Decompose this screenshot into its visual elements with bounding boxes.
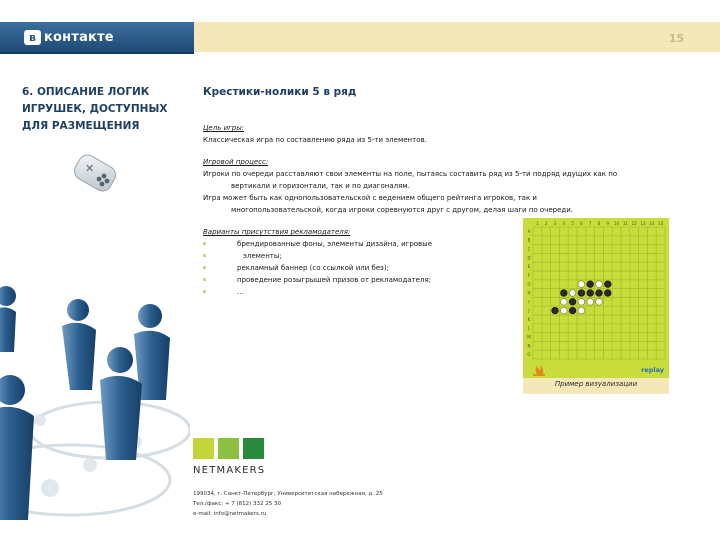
white-stone: [569, 290, 576, 297]
board-cell[interactable]: [647, 315, 656, 324]
vk-badge-icon: в: [24, 30, 41, 45]
board-cell[interactable]: [542, 350, 551, 359]
board-cell[interactable]: [621, 262, 630, 271]
section-title-line: ИГРУШЕК, ДОСТУПНЫХ: [22, 103, 168, 115]
board-cell[interactable]: [621, 297, 630, 306]
board-cell[interactable]: [621, 289, 630, 298]
board-cell[interactable]: [586, 333, 595, 342]
board-cell[interactable]: [577, 253, 586, 262]
board-cell[interactable]: [630, 253, 639, 262]
board-cell[interactable]: [533, 324, 542, 333]
board-cell[interactable]: [533, 253, 542, 262]
board-cell[interactable]: [577, 341, 586, 350]
board-cell[interactable]: [595, 324, 604, 333]
board-cell[interactable]: [568, 253, 577, 262]
board-cell[interactable]: [568, 324, 577, 333]
board-col-label: 11: [622, 221, 628, 226]
board-cell[interactable]: [603, 333, 612, 342]
board-cell[interactable]: [542, 315, 551, 324]
board-cell[interactable]: [639, 253, 648, 262]
process-text: многопользовательской, когда игроки соревнуются друг с другом, делая шаги по очереди.: [231, 206, 573, 214]
board-cell[interactable]: [612, 333, 621, 342]
board-cell[interactable]: [656, 306, 665, 315]
board-row-label: I: [528, 299, 530, 305]
board-row-label: J: [528, 308, 530, 314]
board-cell[interactable]: [551, 289, 560, 298]
board-cell[interactable]: [586, 262, 595, 271]
board-cell[interactable]: [656, 341, 665, 350]
svg-text:✕: ✕: [85, 162, 95, 175]
board-cell[interactable]: [612, 341, 621, 350]
board-cell[interactable]: [639, 297, 648, 306]
board-cell[interactable]: [630, 271, 639, 280]
ads-list-item-continued: элементы;: [203, 250, 693, 262]
board-cell[interactable]: [533, 280, 542, 289]
board-cell[interactable]: [568, 350, 577, 359]
board-cell[interactable]: [542, 280, 551, 289]
white-stone: [596, 281, 603, 288]
board-cell[interactable]: [621, 245, 630, 254]
address-line: 199034, г. Санкт-Петербург, Университетская набережная, д. 25: [193, 491, 383, 497]
board-cell[interactable]: [603, 253, 612, 262]
board-cell[interactable]: [551, 236, 560, 245]
board-cell[interactable]: [559, 333, 568, 342]
board-cell[interactable]: [612, 315, 621, 324]
white-stone: [578, 281, 585, 288]
gamepad-icon: [72, 152, 122, 194]
board-cell[interactable]: [542, 306, 551, 315]
board-cell[interactable]: [533, 315, 542, 324]
board-cell[interactable]: [595, 262, 604, 271]
section-title-line: 6. ОПИСАНИЕ ЛОГИК: [22, 86, 150, 98]
board-cell[interactable]: [533, 271, 542, 280]
white-stone: [578, 298, 585, 305]
netmakers-logo: [193, 438, 265, 476]
board-cell[interactable]: [586, 245, 595, 254]
board-cell[interactable]: [647, 262, 656, 271]
board-cell[interactable]: [595, 306, 604, 315]
board-cell[interactable]: [656, 253, 665, 262]
board-cell[interactable]: [542, 289, 551, 298]
board-cell[interactable]: [551, 297, 560, 306]
white-stone: [587, 298, 594, 305]
board-cell[interactable]: [568, 280, 577, 289]
white-stone: [560, 298, 567, 305]
board-cell[interactable]: [612, 350, 621, 359]
board-cell[interactable]: [647, 297, 656, 306]
board-row-label: G: [527, 281, 531, 287]
board-cell[interactable]: [586, 227, 595, 236]
board-cell[interactable]: [586, 253, 595, 262]
board-col-label: 9: [606, 221, 610, 226]
board-row-label: O: [527, 352, 531, 358]
contact-address: [193, 489, 383, 519]
board-row-label: A: [527, 228, 531, 234]
black-stone: [596, 290, 603, 297]
board-cell[interactable]: [656, 262, 665, 271]
board-cell[interactable]: [542, 253, 551, 262]
board-row-label: D: [527, 255, 531, 261]
black-stone: [604, 290, 611, 297]
board-cell[interactable]: [621, 315, 630, 324]
board-cell[interactable]: [621, 306, 630, 315]
content-title: Крестики-нолики 5 в ряд: [203, 86, 357, 98]
board-cell[interactable]: [639, 245, 648, 254]
board-cell[interactable]: [612, 271, 621, 280]
board-cell[interactable]: [551, 262, 560, 271]
board-cell[interactable]: [568, 341, 577, 350]
board-row-label: C: [527, 246, 531, 252]
board-col-label: 4: [562, 221, 566, 226]
board-cell[interactable]: [595, 253, 604, 262]
board-cell[interactable]: [639, 315, 648, 324]
board-cell[interactable]: [559, 350, 568, 359]
board-cell[interactable]: [595, 271, 604, 280]
board-cell[interactable]: [595, 315, 604, 324]
ads-list-item: проведение розыгрышей призов от рекламодателя;: [203, 274, 693, 286]
board-cell[interactable]: [577, 245, 586, 254]
email-link[interactable]: e-mail: info@netmakers.ru: [193, 511, 267, 517]
board-cell[interactable]: [595, 245, 604, 254]
board-cell[interactable]: [656, 245, 665, 254]
board-cell[interactable]: [639, 271, 648, 280]
board-cell[interactable]: [647, 245, 656, 254]
phone-line: Тел./факс: + 7 (812) 332 25 30: [193, 501, 282, 507]
board-cell[interactable]: [621, 271, 630, 280]
board-cell[interactable]: [639, 236, 648, 245]
board-cell[interactable]: [639, 227, 648, 236]
game-board-grid[interactable]: [523, 218, 669, 378]
board-col-label: 8: [597, 221, 601, 226]
board-cell[interactable]: [533, 245, 542, 254]
board-cell[interactable]: [542, 341, 551, 350]
board-row-label: N: [527, 343, 531, 349]
board-cell[interactable]: [621, 227, 630, 236]
board-col-label: 1: [536, 221, 539, 226]
board-cell[interactable]: [568, 333, 577, 342]
black-stone: [578, 290, 585, 297]
ads-list-item: …: [203, 286, 693, 298]
header-band: [194, 22, 720, 52]
board-cell[interactable]: [603, 341, 612, 350]
board-cell[interactable]: [586, 271, 595, 280]
board-cell[interactable]: [568, 227, 577, 236]
vk-logo-text: контакте: [44, 30, 114, 45]
netmakers-logo-text: NETMAKERS: [193, 465, 266, 476]
board-cell[interactable]: [559, 271, 568, 280]
board-cell[interactable]: [577, 324, 586, 333]
board-row-label: H: [527, 290, 531, 296]
board-cell[interactable]: [551, 253, 560, 262]
board-cell[interactable]: [639, 341, 648, 350]
board-cell[interactable]: [612, 253, 621, 262]
board-cell[interactable]: [656, 297, 665, 306]
logo-square: [243, 438, 264, 459]
white-stone: [578, 307, 585, 314]
board-cell[interactable]: [603, 315, 612, 324]
goal-text: Классическая игра по составлению ряда из 5-ти элементов.: [203, 136, 427, 144]
board-cell[interactable]: [647, 289, 656, 298]
board-cell[interactable]: [630, 262, 639, 271]
black-stone: [587, 281, 594, 288]
board-cell[interactable]: [603, 271, 612, 280]
board-cell[interactable]: [586, 350, 595, 359]
board-cell[interactable]: [559, 262, 568, 271]
board-cell[interactable]: [595, 350, 604, 359]
board-cell[interactable]: [630, 245, 639, 254]
board-cell[interactable]: [630, 280, 639, 289]
board-col-label: 2: [544, 221, 548, 226]
board-cell[interactable]: [559, 236, 568, 245]
board-cell[interactable]: [542, 333, 551, 342]
board-cell[interactable]: [612, 262, 621, 271]
board-cell[interactable]: [621, 341, 630, 350]
board-cell[interactable]: [630, 297, 639, 306]
goal-label: Цель игры:: [203, 124, 245, 132]
board-cell[interactable]: [551, 227, 560, 236]
board-cell[interactable]: [612, 297, 621, 306]
board-cell[interactable]: [586, 306, 595, 315]
board-cell[interactable]: [621, 350, 630, 359]
board-cell[interactable]: [612, 280, 621, 289]
board-row-label: L: [527, 325, 531, 331]
board-cell[interactable]: [647, 324, 656, 333]
board-cell[interactable]: [630, 350, 639, 359]
board-cell[interactable]: [612, 236, 621, 245]
board-cell[interactable]: [656, 227, 665, 236]
game-board[interactable]: [523, 218, 669, 378]
board-cell[interactable]: [586, 341, 595, 350]
board-col-label: 5: [571, 221, 574, 226]
board-cell[interactable]: [630, 324, 639, 333]
logo-square: [193, 438, 214, 459]
board-cell[interactable]: [612, 306, 621, 315]
board-cell[interactable]: [551, 245, 560, 254]
board-cell[interactable]: [621, 253, 630, 262]
board-cell[interactable]: [647, 236, 656, 245]
board-cell[interactable]: [647, 350, 656, 359]
board-col-label: 10: [614, 221, 620, 226]
board-cell[interactable]: [568, 271, 577, 280]
board-cell[interactable]: [603, 236, 612, 245]
board-col-label: 12: [631, 221, 637, 226]
board-cell[interactable]: [656, 271, 665, 280]
board-cell[interactable]: [630, 306, 639, 315]
board-cell[interactable]: [533, 306, 542, 315]
board-cell[interactable]: [577, 350, 586, 359]
board-cell[interactable]: [603, 350, 612, 359]
board-cell[interactable]: [639, 306, 648, 315]
board-cell[interactable]: [559, 315, 568, 324]
board-cell[interactable]: [639, 324, 648, 333]
board-cell[interactable]: [533, 236, 542, 245]
board-cell[interactable]: [586, 324, 595, 333]
board-cell[interactable]: [621, 280, 630, 289]
board-cell[interactable]: [559, 324, 568, 333]
netmakers-logo-squares: [193, 438, 265, 459]
board-cell[interactable]: [647, 253, 656, 262]
ads-label: Варианты присутствия рекламодателя:: [203, 228, 351, 236]
board-cell[interactable]: [603, 227, 612, 236]
board-cell[interactable]: [639, 350, 648, 359]
board-cell[interactable]: [656, 324, 665, 333]
board-row-label: M: [527, 334, 531, 340]
ads-list-item: рекламный баннер (со ссылкой или без);: [203, 262, 693, 274]
game-board-example: [523, 218, 669, 394]
white-stone: [560, 307, 567, 314]
board-cell[interactable]: [603, 297, 612, 306]
replay-button[interactable]: replay: [641, 366, 664, 374]
board-cell[interactable]: [612, 289, 621, 298]
section-title-line: ДЛЯ РАЗМЕЩЕНИЯ: [22, 120, 140, 132]
board-cell[interactable]: [595, 236, 604, 245]
board-cell[interactable]: [559, 245, 568, 254]
board-cell[interactable]: [577, 236, 586, 245]
board-cell[interactable]: [577, 271, 586, 280]
board-col-label: 6: [580, 221, 583, 226]
board-cell[interactable]: [647, 280, 656, 289]
board-col-label: 13: [640, 221, 646, 226]
board-cell[interactable]: [551, 315, 560, 324]
black-stone: [587, 290, 594, 297]
board-cell[interactable]: [568, 245, 577, 254]
black-stone: [560, 290, 567, 297]
board-row-label: B: [527, 237, 531, 243]
board-cell[interactable]: [542, 245, 551, 254]
board-cell[interactable]: [603, 245, 612, 254]
board-cell[interactable]: [559, 227, 568, 236]
board-cell[interactable]: [639, 289, 648, 298]
board-cell[interactable]: [542, 227, 551, 236]
board-cell[interactable]: [603, 306, 612, 315]
board-cell[interactable]: [533, 227, 542, 236]
board-cell[interactable]: [551, 324, 560, 333]
board-cell[interactable]: [656, 315, 665, 324]
board-cell[interactable]: [612, 324, 621, 333]
process-text: вертикали и горизонтали, так и по диагоналям.: [231, 182, 410, 190]
board-cell[interactable]: [533, 297, 542, 306]
board-cell[interactable]: [542, 262, 551, 271]
logo-square: [218, 438, 239, 459]
board-cell[interactable]: [577, 315, 586, 324]
board-cell[interactable]: [621, 333, 630, 342]
board-cell[interactable]: [656, 333, 665, 342]
board-caption: Пример визуализации: [554, 380, 638, 388]
board-cell[interactable]: [621, 324, 630, 333]
board-cell[interactable]: [533, 341, 542, 350]
board-cell[interactable]: [656, 280, 665, 289]
board-cell[interactable]: [595, 333, 604, 342]
black-stone: [552, 307, 559, 314]
board-cell[interactable]: [595, 341, 604, 350]
network-people-illustration: [0, 280, 190, 540]
board-cell[interactable]: [621, 236, 630, 245]
board-cell[interactable]: [656, 236, 665, 245]
board-cell[interactable]: [533, 333, 542, 342]
section-title: [22, 84, 182, 135]
board-cell[interactable]: [630, 227, 639, 236]
board-row-label: F: [527, 272, 531, 278]
board-cell[interactable]: [630, 315, 639, 324]
board-col-label: 3: [553, 221, 557, 226]
board-cell[interactable]: [568, 262, 577, 271]
board-col-label: 7: [588, 221, 592, 226]
board-cell[interactable]: [630, 289, 639, 298]
board-row-label: E: [527, 264, 531, 270]
board-cell[interactable]: [551, 271, 560, 280]
process-label: Игровой процесс:: [203, 158, 269, 166]
flame-base-icon: [533, 374, 545, 376]
process-text: Игроки по очереди расставляют свои элементы на поле, пытаясь составить ряд из 5-ти подряд идущих как по: [203, 170, 618, 178]
board-cell[interactable]: [568, 315, 577, 324]
board-cell[interactable]: [603, 262, 612, 271]
board-cell[interactable]: [542, 324, 551, 333]
board-cell[interactable]: [577, 333, 586, 342]
board-cell[interactable]: [656, 350, 665, 359]
black-stone: [569, 307, 576, 314]
board-cell[interactable]: [630, 333, 639, 342]
board-cell[interactable]: [612, 227, 621, 236]
black-stone: [604, 281, 611, 288]
board-cell[interactable]: [647, 333, 656, 342]
process-text: Игра может быть как однопользовательской с ведением общего рейтинга игроков, так и: [203, 194, 537, 202]
board-cell[interactable]: [656, 289, 665, 298]
white-stone: [596, 298, 603, 305]
board-cell[interactable]: [568, 236, 577, 245]
board-cell[interactable]: [542, 297, 551, 306]
board-cell[interactable]: [559, 341, 568, 350]
board-cell[interactable]: [533, 350, 542, 359]
board-cell[interactable]: [612, 245, 621, 254]
board-cell[interactable]: [630, 341, 639, 350]
board-col-label: 14: [649, 221, 655, 226]
board-cell[interactable]: [639, 333, 648, 342]
board-cell[interactable]: [595, 227, 604, 236]
board-cell[interactable]: [577, 227, 586, 236]
board-cell[interactable]: [647, 341, 656, 350]
board-cell[interactable]: [639, 262, 648, 271]
board-cell[interactable]: [551, 280, 560, 289]
board-col-label: 15: [658, 221, 664, 226]
board-cell[interactable]: [542, 236, 551, 245]
board-cell[interactable]: [586, 236, 595, 245]
board-cell[interactable]: [647, 227, 656, 236]
board-row-label: K: [527, 316, 531, 322]
board-cell[interactable]: [639, 280, 648, 289]
board-cell[interactable]: [533, 289, 542, 298]
board-cell[interactable]: [577, 262, 586, 271]
board-cell[interactable]: [603, 324, 612, 333]
board-cell[interactable]: [586, 315, 595, 324]
board-cell[interactable]: [551, 341, 560, 350]
board-cell[interactable]: [533, 262, 542, 271]
board-cell[interactable]: [551, 350, 560, 359]
board-cell[interactable]: [559, 253, 568, 262]
board-cell[interactable]: [647, 306, 656, 315]
ads-list-item: брендированные фоны, элементы дизайна, игровые: [203, 238, 693, 250]
board-cell[interactable]: [551, 333, 560, 342]
page-number: 15: [668, 32, 684, 45]
board-cell[interactable]: [542, 271, 551, 280]
board-cell[interactable]: [630, 236, 639, 245]
board-cell[interactable]: [559, 280, 568, 289]
board-cell[interactable]: [647, 271, 656, 280]
vkontakte-logo[interactable]: [24, 30, 114, 45]
black-stone: [569, 298, 576, 305]
